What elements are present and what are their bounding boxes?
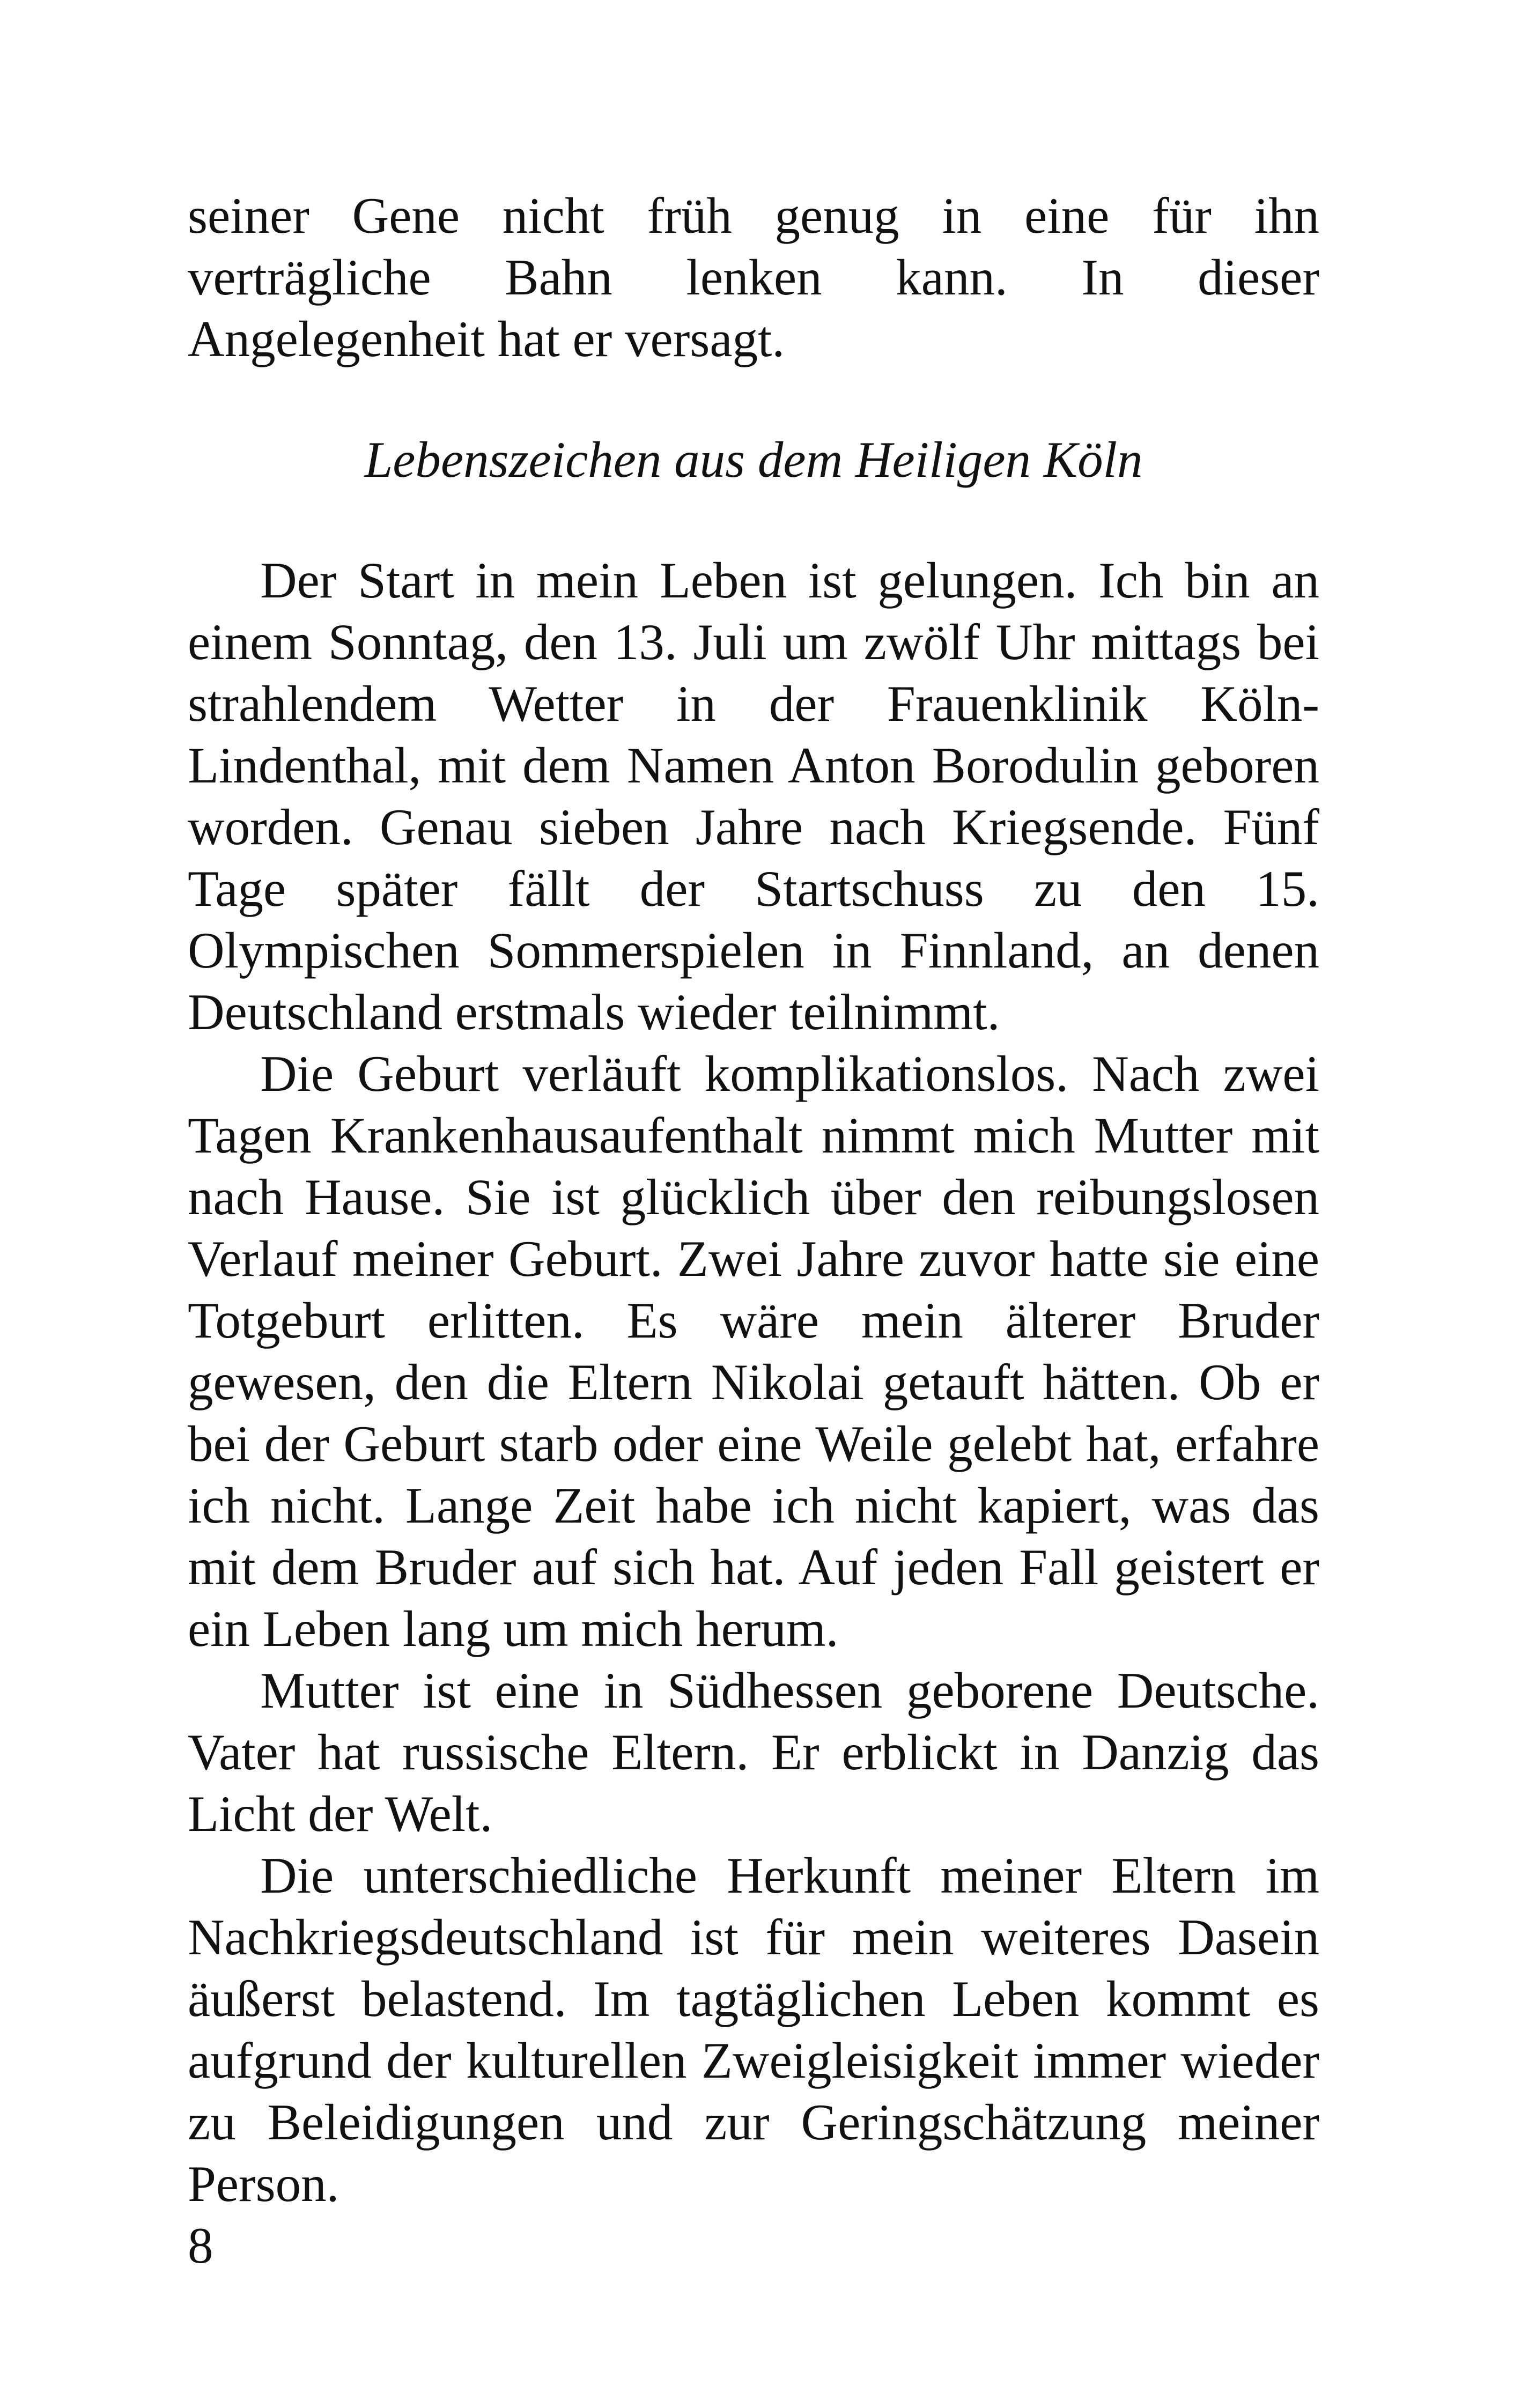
paragraph-delivery: Die Geburt verläuft komplikationslos. Nach zwei Tagen Krankenhausaufenthalt nimmt mich Mutter mit nach Hause. Sie ist glücklich über den reibungslosen Verlauf meiner Geburt. Zwei Jahre zuvor hatte sie eine Totgeburt erlitten. Es wäre mein älterer Bruder gewesen, den die Eltern Nikolai getauft hätten. Ob er bei der Geburt starb oder eine Weile gelebt hat, erfahre ich nicht. Lange Zeit habe ich nicht kapiert, was das mit dem Bruder auf sich hat. Auf jeden Fall geistert er ein Leben lang um mich herum. <box>188 1045 1319 1657</box>
page-number: 8 <box>188 2217 213 2274</box>
paragraph-parents: Mutter ist eine in Südhessen geborene Deutsche. Vater hat russische Eltern. Er erblickt in Danzig das Licht der Welt. <box>188 1662 1319 1842</box>
paragraph-origin: Die unterschiedliche Herkunft meiner Eltern im Nachkriegsdeutschland ist für mein weiteres Dasein äußerst belastend. Im tagtäglichen Leben kommt es aufgrund der kulturellen Zweigleisigkeit immer wieder zu Beleidigungen und zur Geringschätzung meiner Person. <box>188 1847 1319 2212</box>
continuation-paragraph: seiner Gene nicht früh genug in eine für ihn verträgliche Bahn lenken kann. In dieser Angelegenheit hat er versagt. <box>188 187 1319 367</box>
section-heading: Lebenszeichen aus dem Heiligen Köln <box>364 431 1143 488</box>
paragraph-birth: Der Start in mein Leben ist gelungen. Ich bin an einem Sonntag, den 13. Juli um zwölf Uhr mittags bei strahlendem Wetter in der Frauenklinik Köln-Lindenthal, mit dem Namen Anton Borodulin geboren worden. Genau sieben Jahre nach Kriegsende. Fünf Tage später fällt der Startschuss zu den 15. Olympischen Sommerspielen in Finnland, an denen Deutschland erstmals wieder teilnimmt. <box>188 552 1319 1040</box>
page-body <box>188 185 1319 2215</box>
